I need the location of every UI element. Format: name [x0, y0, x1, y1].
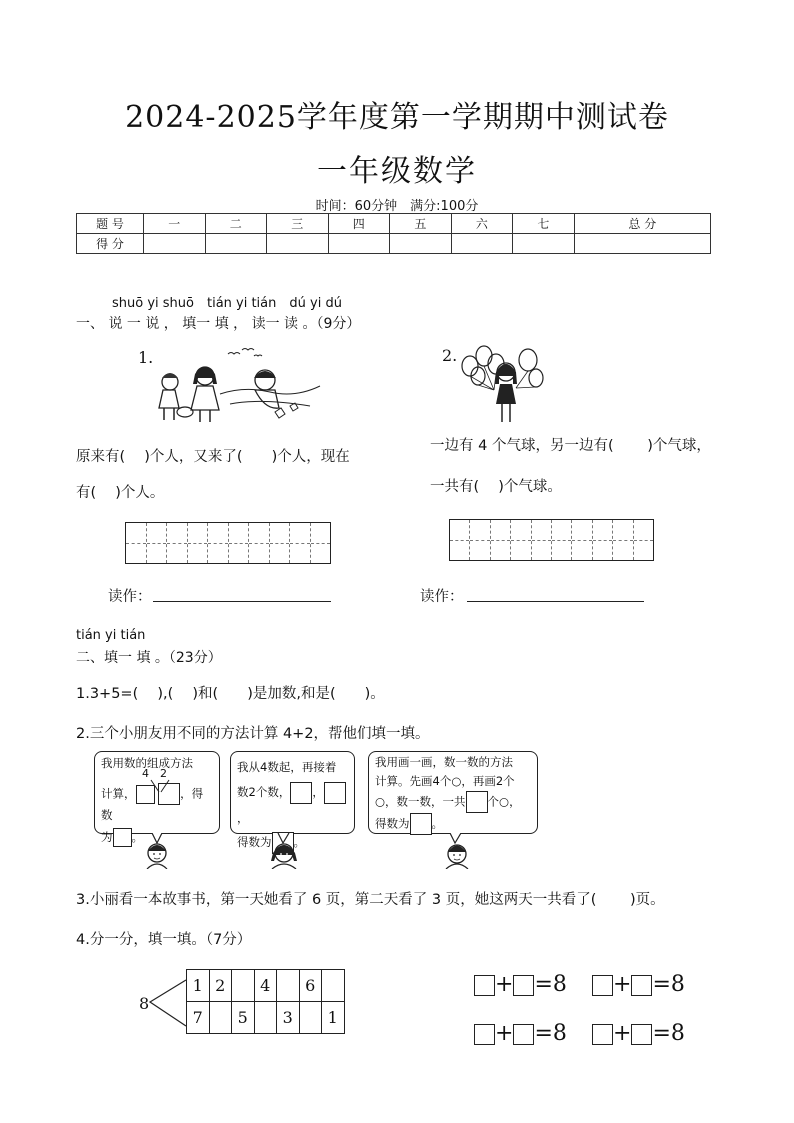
bubble3-line4b: 。 [431, 816, 443, 831]
score-input-cell[interactable] [574, 234, 710, 254]
score-cell: 题 号 [77, 214, 144, 234]
speech-bubble-drawing [368, 751, 538, 834]
score-cell: 五 [390, 214, 452, 234]
score-cell: 二 [205, 214, 267, 234]
bubble1-line1: 我用数的组成方法 [101, 756, 193, 770]
bubble2-line3b: 。 [293, 835, 305, 849]
score-input-cell[interactable] [267, 234, 329, 254]
answer-box[interactable] [410, 813, 432, 835]
child-face-icon [442, 833, 472, 869]
speech-bubble-composition [94, 751, 220, 844]
writing-grid-1[interactable] [125, 522, 331, 564]
writing-grid-2[interactable] [449, 519, 654, 561]
read-label-1: 读作： [108, 589, 152, 605]
speech-bubble-counting [230, 751, 355, 849]
section2-title: 二、填一 填 。（23分） [76, 650, 222, 666]
split-total: 8 [139, 994, 150, 1013]
bubble2-line3a: 得数为 [237, 835, 272, 849]
equation-box[interactable] [513, 1024, 534, 1045]
section1-pinyin: shuō yi shuō tián yi tián dú yi dú [112, 296, 342, 311]
section2-pinyin: tián yi tián [76, 628, 146, 643]
q2-text-line1: 一边有 4 个气球，另一边有( )个气球， [430, 438, 711, 454]
time-info: 时间：60分钟 满分:100分 [315, 199, 479, 214]
bubble3-line3a: ○，数一数，一共 [375, 794, 466, 809]
score-table [76, 213, 711, 254]
split-lines-icon [149, 779, 173, 793]
bubble1-line2b: ，得数 [101, 786, 204, 822]
equation-1 [474, 972, 567, 997]
split-cell[interactable] [232, 970, 255, 1002]
score-cell: 三 [267, 214, 329, 234]
bubble2-line2b: ， [312, 785, 324, 799]
split-cell: 3 [277, 1002, 300, 1034]
read-label-2: 读作： [420, 589, 464, 605]
equals-eight: =8 [652, 972, 685, 997]
answer-box[interactable] [324, 782, 346, 804]
split-cell: 7 [187, 1002, 210, 1034]
split-cell: 6 [299, 970, 322, 1002]
bubble3-line3b: 个○， [487, 794, 521, 809]
plus-sign: + [495, 972, 514, 997]
split-cell: 2 [209, 970, 232, 1002]
score-cell: 总 分 [574, 214, 710, 234]
q1-number: 1. [138, 348, 154, 367]
split-row-top [187, 970, 345, 1002]
q1-text-line2: 有( )个人。 [76, 485, 165, 501]
s2-q2: 2.三个小朋友用不同的方法计算 4+2，帮他们填一填。 [76, 726, 430, 742]
split-cell: 4 [254, 970, 277, 1002]
split-cell: 1 [322, 1002, 345, 1034]
answer-box[interactable] [290, 782, 312, 804]
score-cell: 得 分 [77, 234, 144, 254]
q1-text-line1: 原来有( )个人，又来了( )个人，现在 [76, 449, 350, 465]
score-input-cell[interactable] [328, 234, 390, 254]
read-answer-line-2[interactable] [467, 586, 644, 602]
equation-box[interactable] [513, 975, 534, 996]
answer-box[interactable] [466, 791, 488, 813]
split-row-bottom [187, 1002, 345, 1034]
equation-box[interactable] [631, 975, 652, 996]
score-cell: 一 [144, 214, 206, 234]
equation-2 [592, 972, 685, 997]
score-input-cell[interactable] [451, 234, 513, 254]
bubble1-line3a: 为 [101, 830, 113, 844]
section1-title: 一、 说 一 说 ， 填一 填 ， 读一 读 。（9分） [76, 316, 361, 332]
q2-text-line2: 一共有( )个气球。 [430, 479, 562, 495]
equals-eight: =8 [534, 1021, 567, 1046]
split-table [186, 969, 345, 1034]
split-branch-lines [148, 974, 188, 1034]
equation-box[interactable] [474, 1024, 495, 1045]
bubble1-nums: 4 2 [142, 767, 167, 780]
read-answer-line-1[interactable] [153, 586, 331, 602]
score-input-cell[interactable] [144, 234, 206, 254]
plus-sign: + [613, 1021, 632, 1046]
s2-q3: 3.小丽看一本故事书，第一天她看了 6 页，第二天看了 3 页，她这两天一共看了( )页。 [76, 892, 665, 908]
equation-4 [592, 1021, 685, 1046]
split-cell[interactable] [254, 1002, 277, 1034]
child-face-icon [142, 833, 172, 869]
exam-title: 2024-2025学年度第一学期期中测试卷 [125, 100, 669, 135]
score-table-header-row [77, 214, 711, 234]
score-table-score-row [77, 234, 711, 254]
equals-eight: =8 [534, 972, 567, 997]
bubble1-line2a: 计算， [101, 786, 136, 801]
child-face-icon [268, 833, 300, 869]
equation-box[interactable] [592, 975, 613, 996]
equation-3 [474, 1021, 567, 1046]
girl-with-balloons-illustration [456, 342, 548, 432]
split-cell[interactable] [209, 1002, 232, 1034]
bubble3-line2: 计算。先画4个○，再画2个 [375, 774, 515, 788]
s2-q1: 1.3+5=( ),( )和( )是加数,和是( )。 [76, 686, 385, 702]
bubble2-line2a: 数2个数， [237, 785, 291, 799]
bubble3-line1: 我用画一画，数一数的方法 [375, 755, 513, 769]
score-cell: 七 [513, 214, 575, 234]
equation-box[interactable] [592, 1024, 613, 1045]
plus-sign: + [613, 972, 632, 997]
children-playing-illustration [150, 344, 322, 426]
score-input-cell[interactable] [390, 234, 452, 254]
score-input-cell[interactable] [513, 234, 575, 254]
split-cell[interactable] [322, 970, 345, 1002]
answer-box[interactable] [113, 828, 132, 847]
q2-number: 2. [442, 346, 458, 365]
bubble2-line2c: ， [237, 811, 249, 825]
score-input-cell[interactable] [205, 234, 267, 254]
bubble3-line4a: 得数为 [375, 816, 410, 831]
split-cell: 1 [187, 970, 210, 1002]
plus-sign: + [495, 1021, 514, 1046]
equation-box[interactable] [631, 1024, 652, 1045]
score-cell: 六 [451, 214, 513, 234]
equation-box[interactable] [474, 975, 495, 996]
split-cell: 5 [232, 1002, 255, 1034]
equals-eight: =8 [652, 1021, 685, 1046]
bubble2-line1: 我从4数起，再接着 [237, 760, 337, 774]
split-cell[interactable] [277, 970, 300, 1002]
bubble1-line3b: 。 [131, 830, 143, 844]
split-cell[interactable] [299, 1002, 322, 1034]
score-cell: 四 [328, 214, 390, 234]
exam-subtitle: 一年级数学 [317, 154, 477, 189]
s2-q4: 4.分一分，填一填。（7分） [76, 932, 252, 948]
